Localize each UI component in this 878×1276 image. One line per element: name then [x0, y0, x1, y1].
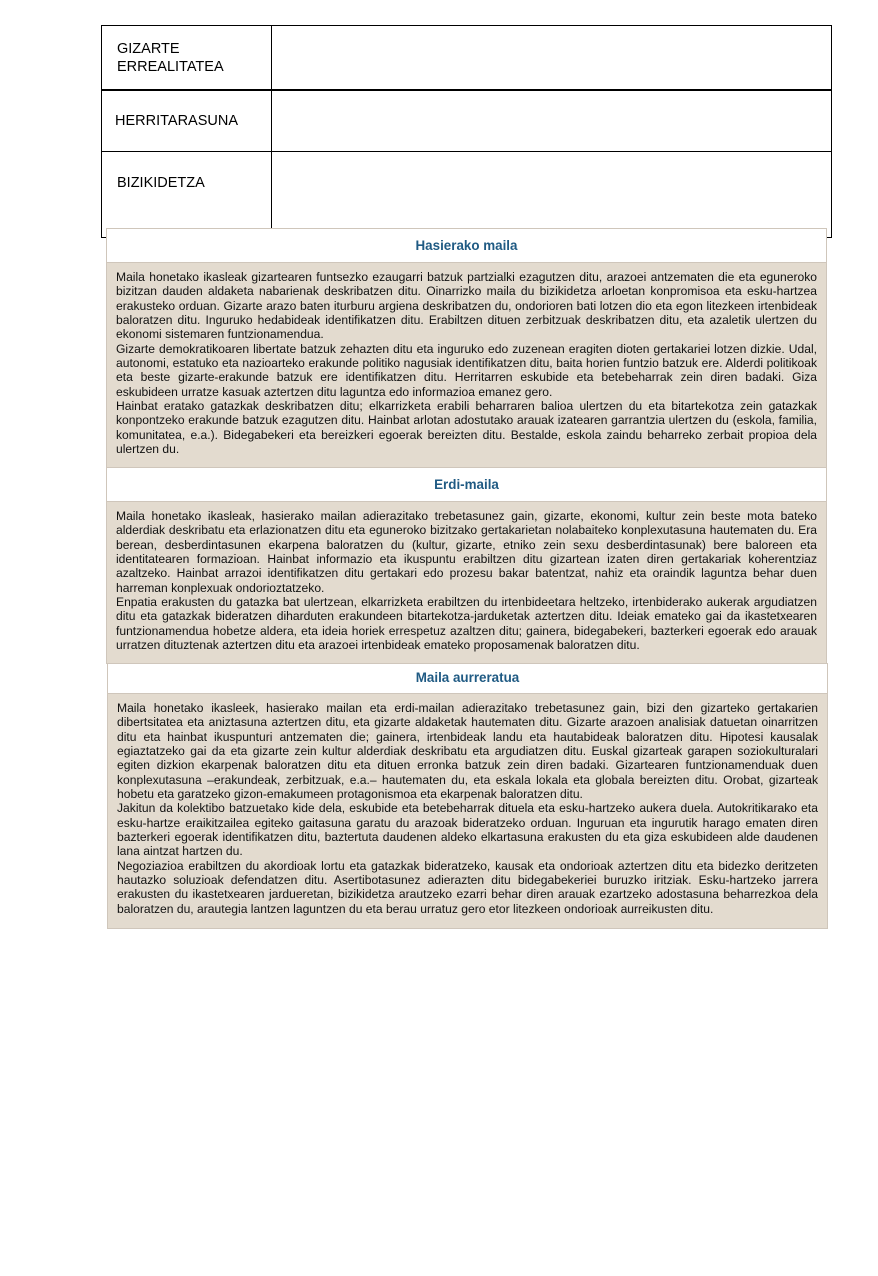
level-paragraph: Maila honetako ikasleak gizartearen funtsezko ezaugarri batzuk partzialki ezagutzen ditu, arazoei antzematen die eta eguneroko bizitzan dauden aldaketa nabarienak deskribatzen ditu. Oinarrizko maila du bizikidetza arloetan konpromisoa eta esku-hartzea erakusteko orduan. Gizarte arazo baten iturburu argiena deskribatzen du, ondorioren bati lotzen dio eta egon litezkeen irtenbideak baloratzen ditu. Inguruko hedabideak identifikatzen ditu. Erabiltzen dituen zerbitzuak deskribatzen ditu, eta azaletik ulertzen du ekonomi sistemaren funtzionamendua.: [116, 270, 817, 342]
areas-table: [101, 25, 832, 238]
level-paragraph: Maila honetako ikasleak, hasierako mailan adierazitako trebetasunez gain, gizarte, ekonomi, kultur zein beste mota bateko alderdiak deskribatu eta erlazionatzen ditu eta eguneroko bizitzako gertakarietan nolabaiteko konplexutasuna hautematen du. Era berean, desberdintasunen ekarpena baloratzen du (kultur, gizarte, etniko zein sexu desberdintasunak) bere baloreen eta identitatearen formazioan. Hainbat informazio eta ikuspuntu erabiltzen ditu gizartean izaten diren gertakariak koherentziaz azaltzeko. Hainbat arrazoi identifikatzen ditu gertakari edo prozesu bakar batentzat, nahiz eta oraindik laguntza behar duen harreman konplexuak ondorioztatzeko.: [116, 509, 817, 595]
level-paragraph: Hainbat eratako gatazkak deskribatzen ditu; elkarrizketa erabili beharraren balioa ulertzen du eta bitartekotza zein gatazkak konpontzeko erakunde batzuk ezagutzen ditu. Hainbat arlotan adostutako arauak izatearen garrantzia ulertzen du (eskola, familia, komunitatea, e.a.). Bidegabekeri eta bereizkeri egoerak bereizten ditu. Bestalde, eskola zaindu beharreko zerbait propioa dela ulertzen du.: [116, 399, 817, 457]
level-paragraph: Enpatia erakusten du gatazka bat ulertzean, elkarrizketa erabiltzen du irtenbideetara heltzeko, irtenbiderako aukerak argudiatzen ditu eta gatazkak bideratzen diharduten erakundeen bitartekotza-jarduketak aztertzen ditu. Ideiak emateko gai da ikastetxearen funtzionamendua hobetze aldera, eta ideia horiek errespetuz azaltzen ditu; gainera, bidegabekeri, bazterkeri egoerak edo arauak urratzen dituztenak aztertzen ditu eta arazoei irtenbideak emateko proposamenak baloratzen ditu.: [116, 595, 817, 653]
level-title: Maila aurreratua: [107, 663, 828, 694]
area-content-cell: [272, 90, 832, 152]
level-beginner: [106, 228, 827, 468]
areas-row-bizikidetza: [102, 152, 832, 238]
level-advanced: [107, 663, 828, 929]
level-paragraph: Maila honetako ikasleek, hasierako mailan eta erdi-mailan adierazitako trebetasunez gain, bizi den gizarteko gertakarien dibertsitatea eta aniztasuna aztertzen ditu, eta gizarte aldaketak hautematen ditu. Gizarte arazoen analisiak datuetan oinarritzen ditu eta hainbat ikuspunturi antzematen die; gainera, irtenbideak landu eta hautabideak baloratzen ditu. Hipotesi kausalak egiaztatzeko gai da eta gizarte zein kultur alderdiak deskribatu eta argudiatzen ditu. Euskal gizarteak garapen soziokulturalari egiten dizkion ekarpenak baloratzen ditu eta dituen erronka batzuk zein diren badaki. Gizartearen funtzionamenduak duen konplexutasuna –erakundeak, zerbitzuak, e.a.– hautematen du, eta eskala lokala eta globala bereizten ditu. Orobat, gizarteak hobetu eta garatzeko gizon-emakumeen protagonismoa eta ekarpenak baloratzen ditu.: [117, 701, 818, 802]
areas-row-gizarte-errealitatea: [102, 26, 832, 91]
level-description: [107, 694, 828, 929]
level-paragraph: Negoziazioa erabiltzen du akordioak lortu eta gatazkak bideratzeko, kausak eta ondorioak aztertzen ditu eta bidezko deritzeten hautazko soluzioak defendatzen ditu. Asertibotasunez adierazten ditu bidegabekeriei buruzko iritziak. Esku-hartzeko jarrera erakusten du ikastetxearen jardueretan, bizikidetza arautzeko ezarri behar diren arauak ezartzeko adostasuna beharrezkoa dela baloratzen du, arautegia lantzen laguntzen du eta berau urratuz gero etor litezkeen ondorioak aurreikusten ditu.: [117, 858, 818, 916]
level-paragraph: Gizarte demokratikoaren libertate batzuk zehazten ditu eta inguruko edo zuzenean eragiten dioten gertakariei lotzen dizkie. Udal, autonomi, estatuko eta nazioarteko erakunde politiko nagusiak identifikatzen ditu, baita horien funtzio batzuk ere. Alderdi politikoak eta beste gizarte-erakunde batzuk ere identifikatzen ditu. Herritarren eskubide eta betebeharrak zein diren badaki. Giza eskubideen urratze kasuak aztertzen ditu laguntza edo informazioa emanez gero.: [116, 341, 817, 399]
level-description: [106, 263, 827, 468]
level-title: Erdi-maila: [106, 467, 827, 502]
level-title: Hasierako maila: [106, 228, 827, 263]
level-paragraph: Jakitun da kolektibo batzuetako kide dela, eskubide eta betebeharrak dituela eta esku-hartzeko aukera duela. Autokritikarako eta esku-hartze eraikitzailea egiteko gaitasuna garatu du arazoak bideratzeko orduan. Inguruan eta ingurutik harago ematen diren bazterkeri egoerak identifikatzen ditu, baztertuta daudenen aldeko elkartasuna erakusten du eta giza eskubideen alde daudenen lana aintzat hartzen du.: [117, 801, 818, 859]
area-content-cell: [272, 152, 832, 238]
level-description: [106, 502, 827, 664]
area-label: BIZIKIDETZA: [102, 152, 272, 238]
area-label: HERRITARASUNA: [102, 90, 272, 152]
area-label: GIZARTE ERREALITATEA: [102, 26, 272, 91]
area-content-cell: [272, 26, 832, 91]
level-intermediate: [106, 467, 827, 664]
areas-row-herritarasuna: [102, 90, 832, 152]
